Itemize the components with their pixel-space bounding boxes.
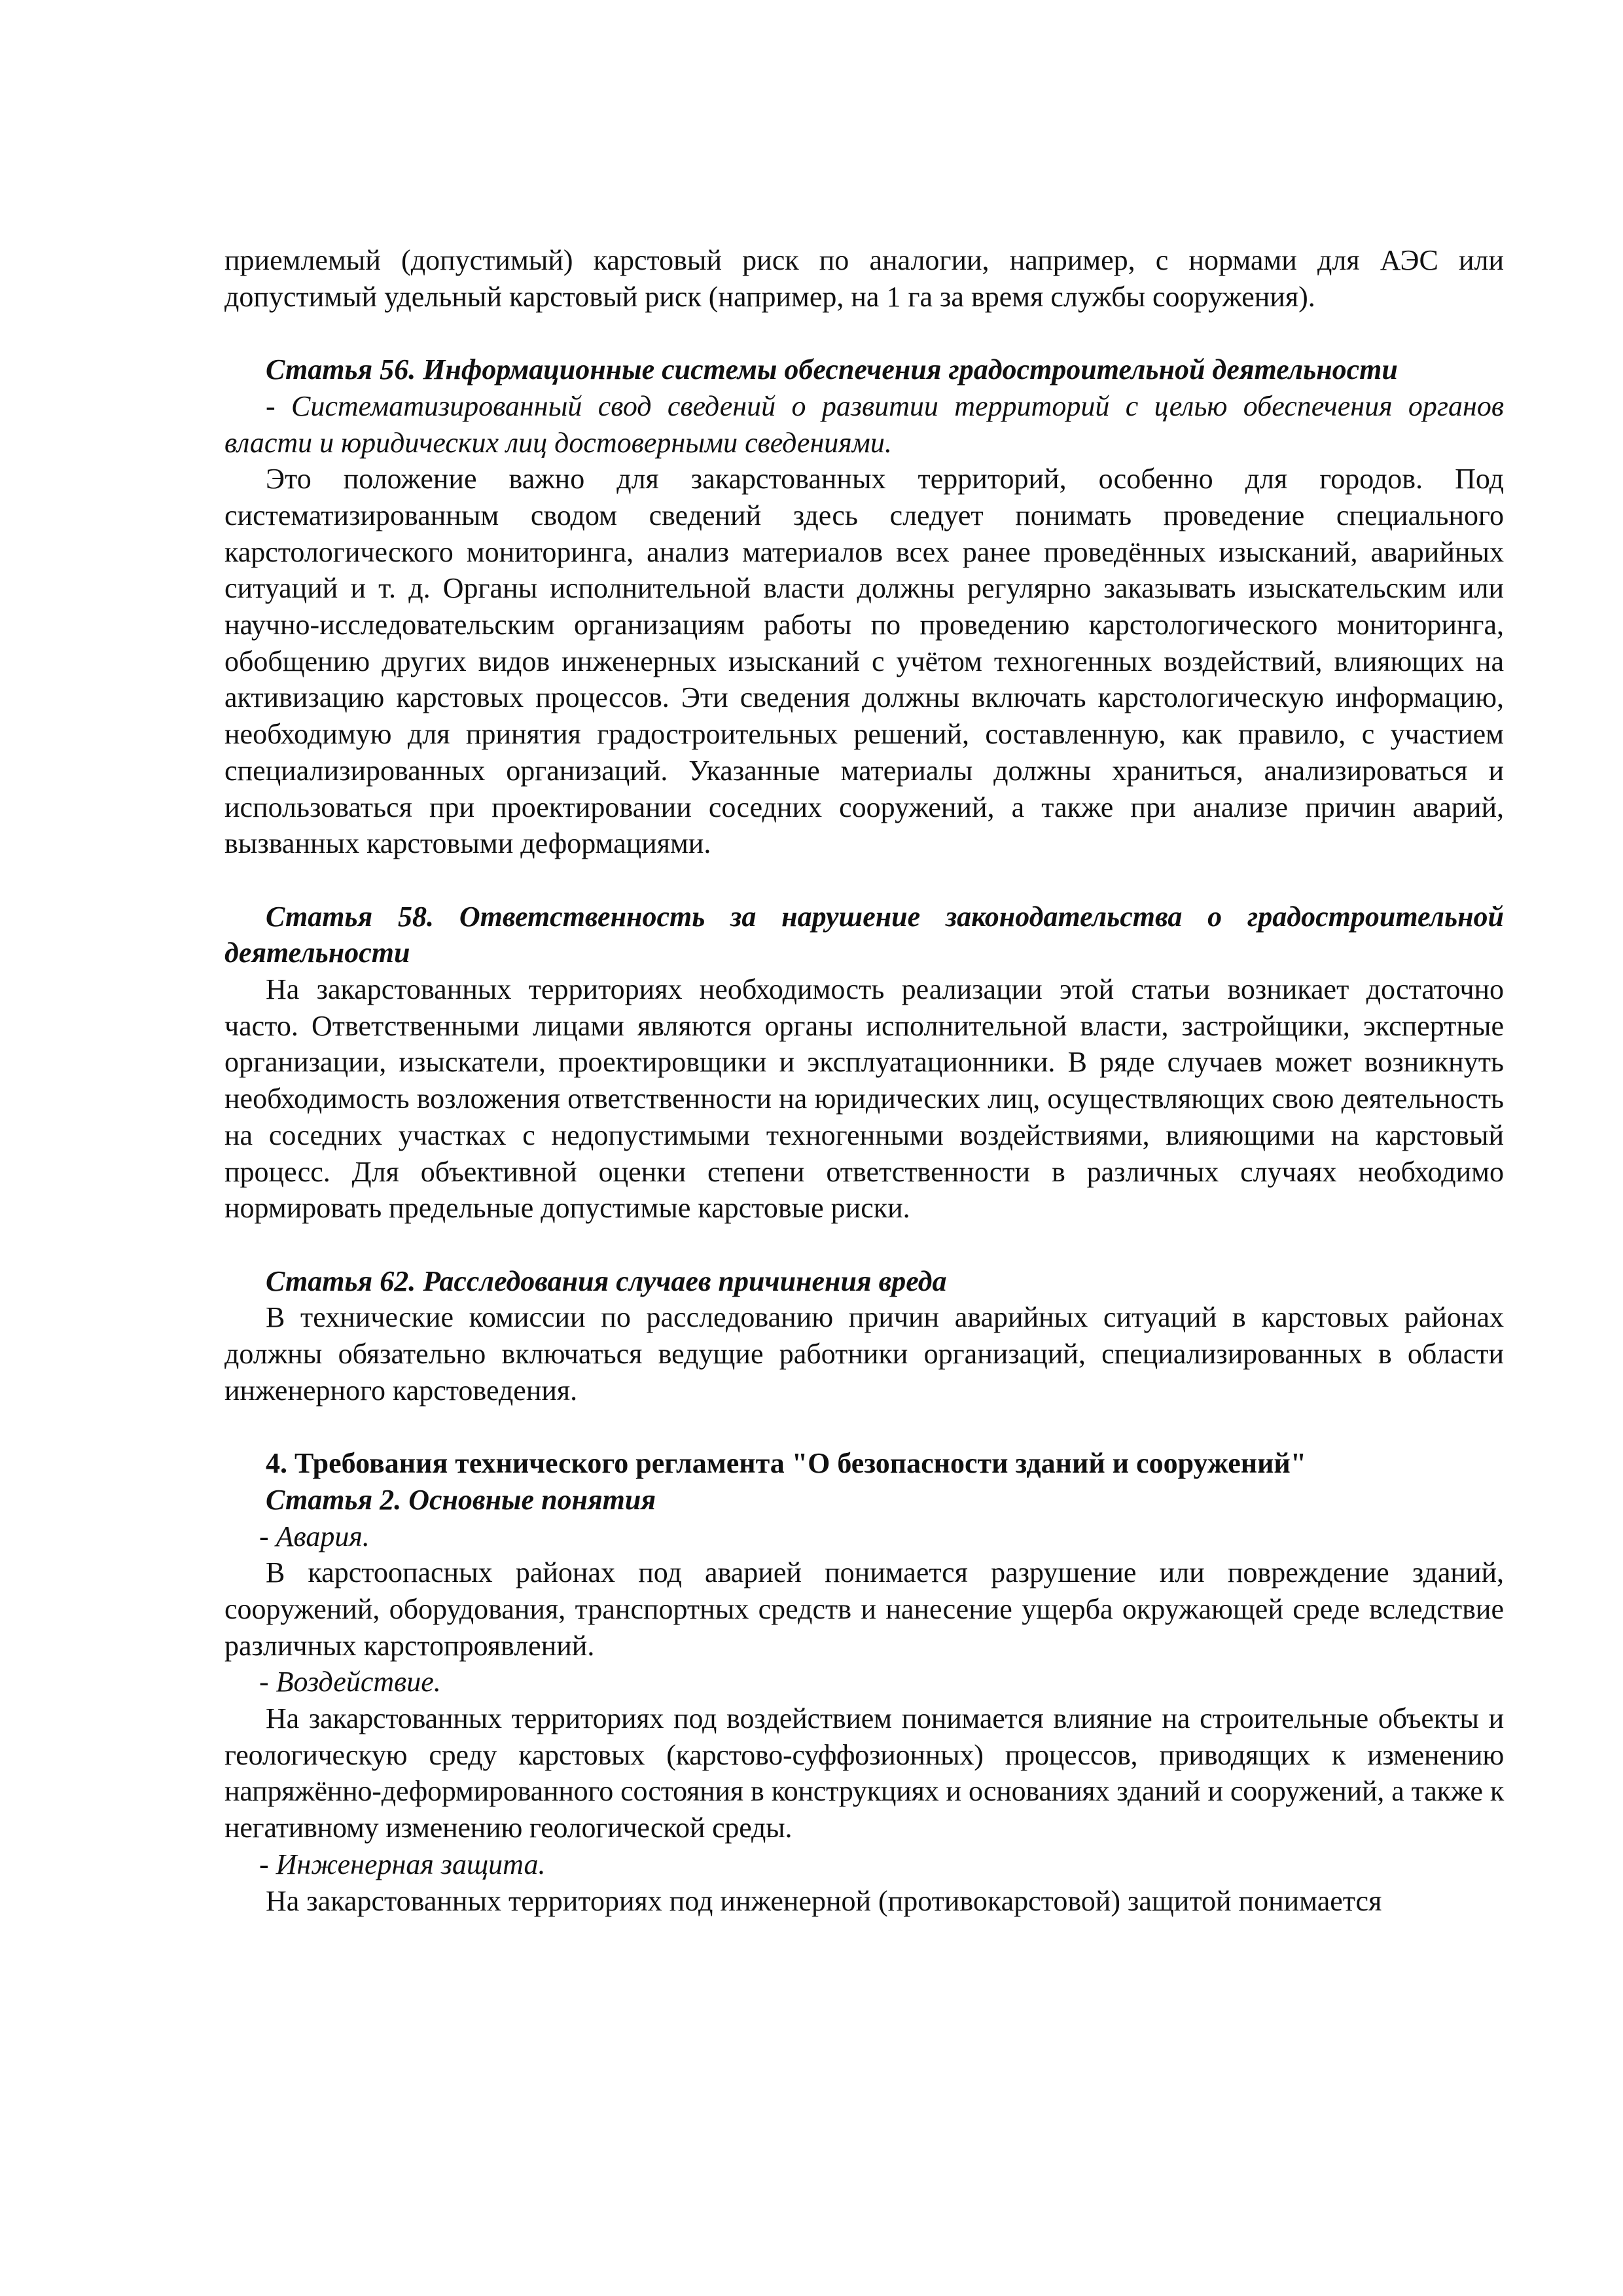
- article-58-body: На закарстованных территориях необходимость реализации этой статьи возникает достаточно часто. Ответственными лицами являются органы исполнительной власти, застройщики, экспертные организации, изыскатели, проектировщики и эксплуатационники. В ряде случаев может возникнуть необходимость возложения ответственности на юридических лиц, осуществляющих свою деятельность на соседних участках с недопустимыми техногенными воздействиями, влияющими на карстовый процесс. Для объективной оценки степени ответственности в различных случаях необходимо нормировать предельные допустимые карстовые риски.: [224, 973, 1504, 1225]
- article-62-heading: Статья 62. Расследования случаев причинения вреда: [266, 1265, 947, 1297]
- section-4-heading: 4. Требования технического регламента "О безопасности зданий и сооружений": [266, 1447, 1307, 1480]
- term-engineering-protection-body: На закарстованных территориях под инженерной (противокарстовой) защитой понимается: [266, 1884, 1382, 1917]
- spacer: [224, 315, 1504, 351]
- term-accident-body: В карстоопасных районах под аварией понимается разрушение или повреждение зданий, сооружений, оборудования, транспортных средств и нанесение ущерба окружающей среде вследствие различных карстопроявлений.: [224, 1556, 1504, 1662]
- term-engineering-protection: - Инженерная защита.: [259, 1848, 546, 1880]
- intro-paragraph: приемлемый (допустимый) карстовый риск по аналогии, например, с нормами для АЭС или допустимый удельный карстовый риск (например, на 1 га за время службы сооружения).: [224, 244, 1504, 313]
- term-impact: - Воздействие.: [259, 1666, 441, 1698]
- spacer: [224, 1227, 1504, 1263]
- article-62-body: В технические комиссии по расследованию причин аварийных ситуаций в карстовых районах должны обязательно включаться ведущие работники организаций, специализированных в области инженерного карстоведения.: [224, 1301, 1504, 1407]
- article-56-heading: Статья 56. Информационные системы обеспечения градостроительной деятельности: [266, 353, 1398, 386]
- article-58-heading: Статья 58. Ответственность за нарушение законодательства о градостроительной деятельности: [224, 900, 1504, 969]
- article-56-body: Это положение важно для закарстованных территорий, особенно для городов. Под систематизированным сводом сведений здесь следует понимать проведение специального карстологического мониторинга, анализ материалов всех ранее проведённых изысканий, аварийных ситуаций и т. д. Органы исполнительной власти должны регулярно заказывать изыскательским или научно-исследовательским организациям работы по проведению карстологического мониторинга, обобщению других видов инженерных изысканий с учётом техногенных воздействий, влияющих на активизацию карстовых процессов. Эти сведения должны включать карстологическую информацию, необходимую для принятия градостроительных решений, составленную, как правило, с участием специализированных организаций. Указанные материалы должны храниться, анализироваться и использоваться при проектировании соседних сооружений, а также при анализе причин аварий, вызванных карстовыми деформациями.: [224, 463, 1504, 860]
- spacer: [224, 1408, 1504, 1445]
- article-56-definition: - Систематизированный свод сведений о развитии территорий с целью обеспечения органов власти и юридических лиц достоверными сведениями.: [224, 389, 1504, 459]
- document-page: [224, 242, 1504, 1919]
- article-2-heading: Статья 2. Основные понятия: [266, 1483, 656, 1516]
- spacer: [224, 862, 1504, 899]
- term-impact-body: На закарстованных территориях под воздействием понимается влияние на строительные объекты и геологическую среду карстовых (карстово-суффозионных) процессов, приводящих к изменению напряжённо-деформированного состояния в конструкциях и основаниях зданий и сооружений, а также к негативному изменению геологической среды.: [224, 1702, 1504, 1844]
- term-accident: - Авария.: [259, 1520, 370, 1552]
